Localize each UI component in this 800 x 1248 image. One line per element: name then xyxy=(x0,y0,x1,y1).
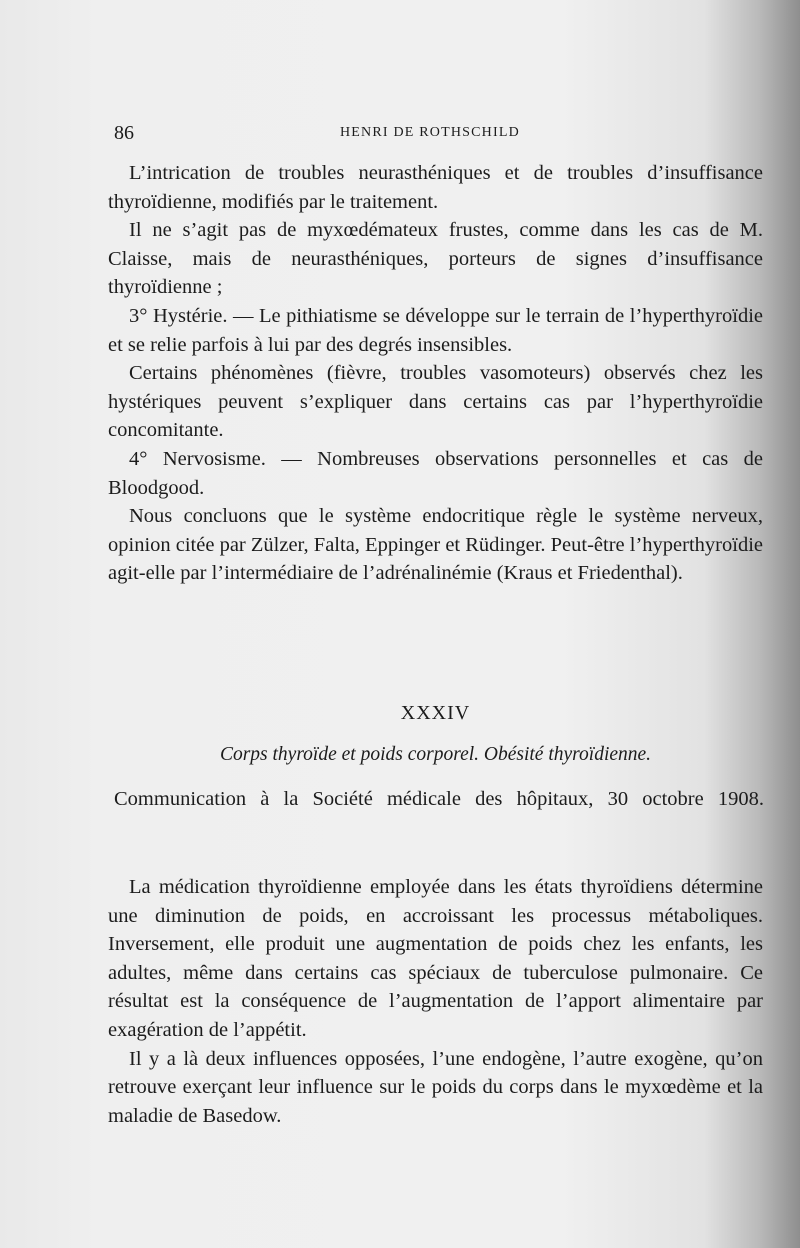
paragraph: Il y a là deux influences opposées, l’une endogène, l’autre exogène, qu’on retrouve exerçant leur influence sur le poids du corps dans le myxœdème et la maladie de Basedow. xyxy=(108,1047,763,1127)
paragraph: 4° Nervosisme. — Nombreuses observations personnelles et cas de Bloodgood. xyxy=(108,447,763,499)
text-block-lower xyxy=(108,873,763,1130)
page-number: 86 xyxy=(114,122,134,144)
chapter-title: Corps thyroïde et poids corporel. Obésité thyroïdienne. xyxy=(219,744,652,765)
paragraph: Nous concluons que le système endocritique règle le système nerveux, opinion citée par Zülzer, Falta, Eppinger et Rüdinger. Peut-être l’hyperthyroïdie agit-elle par l’intermédiaire de l’adrénalinémie (Kraus et Friedenthal). xyxy=(108,505,763,585)
paragraph: La médication thyroïdienne employée dans les états thyroïdiens détermine une diminution de poids, en accroissant les processus métaboliques. Inversement, elle produit une augmentation de poids chez les enfants, les adultes, même dans certains cas spéciaux de tuberculose pulmonaire. Ce résultat est la conséquence de l’augmentation de l’apport alimentaire par exagération de l’appétit. xyxy=(108,876,763,1041)
communication-line: Communication à la Société médicale des hôpitaux, 30 octobre 1908. xyxy=(114,788,764,810)
chapter-number: XXXIV xyxy=(400,702,471,724)
paragraph: Il ne s’agit pas de myxœdémateux frustes, comme dans les cas de M. Claisse, mais de neurasthéniques, porteurs de signes d’insuffisance thyroïdienne ; xyxy=(108,219,763,299)
page-header xyxy=(114,122,764,152)
running-head: HENRI DE ROTHSCHILD xyxy=(340,125,520,140)
text-block-upper xyxy=(108,159,763,588)
paragraph: L’intrication de troubles neurasthéniques et de troubles d’insuffisance thyroïdienne, modifiés par le traitement. xyxy=(108,162,763,213)
paragraph: 3° Hystérie. — Le pithiatisme se développe sur le terrain de l’hyperthyroïdie et se relie parfois à lui par des degrés insensibles. xyxy=(108,304,763,356)
paragraph: Certains phénomènes (fièvre, troubles vasomoteurs) observés chez les hystériques peuvent s’expliquer dans certains cas par l’hyperthyroïdie concomitante. xyxy=(108,362,763,442)
